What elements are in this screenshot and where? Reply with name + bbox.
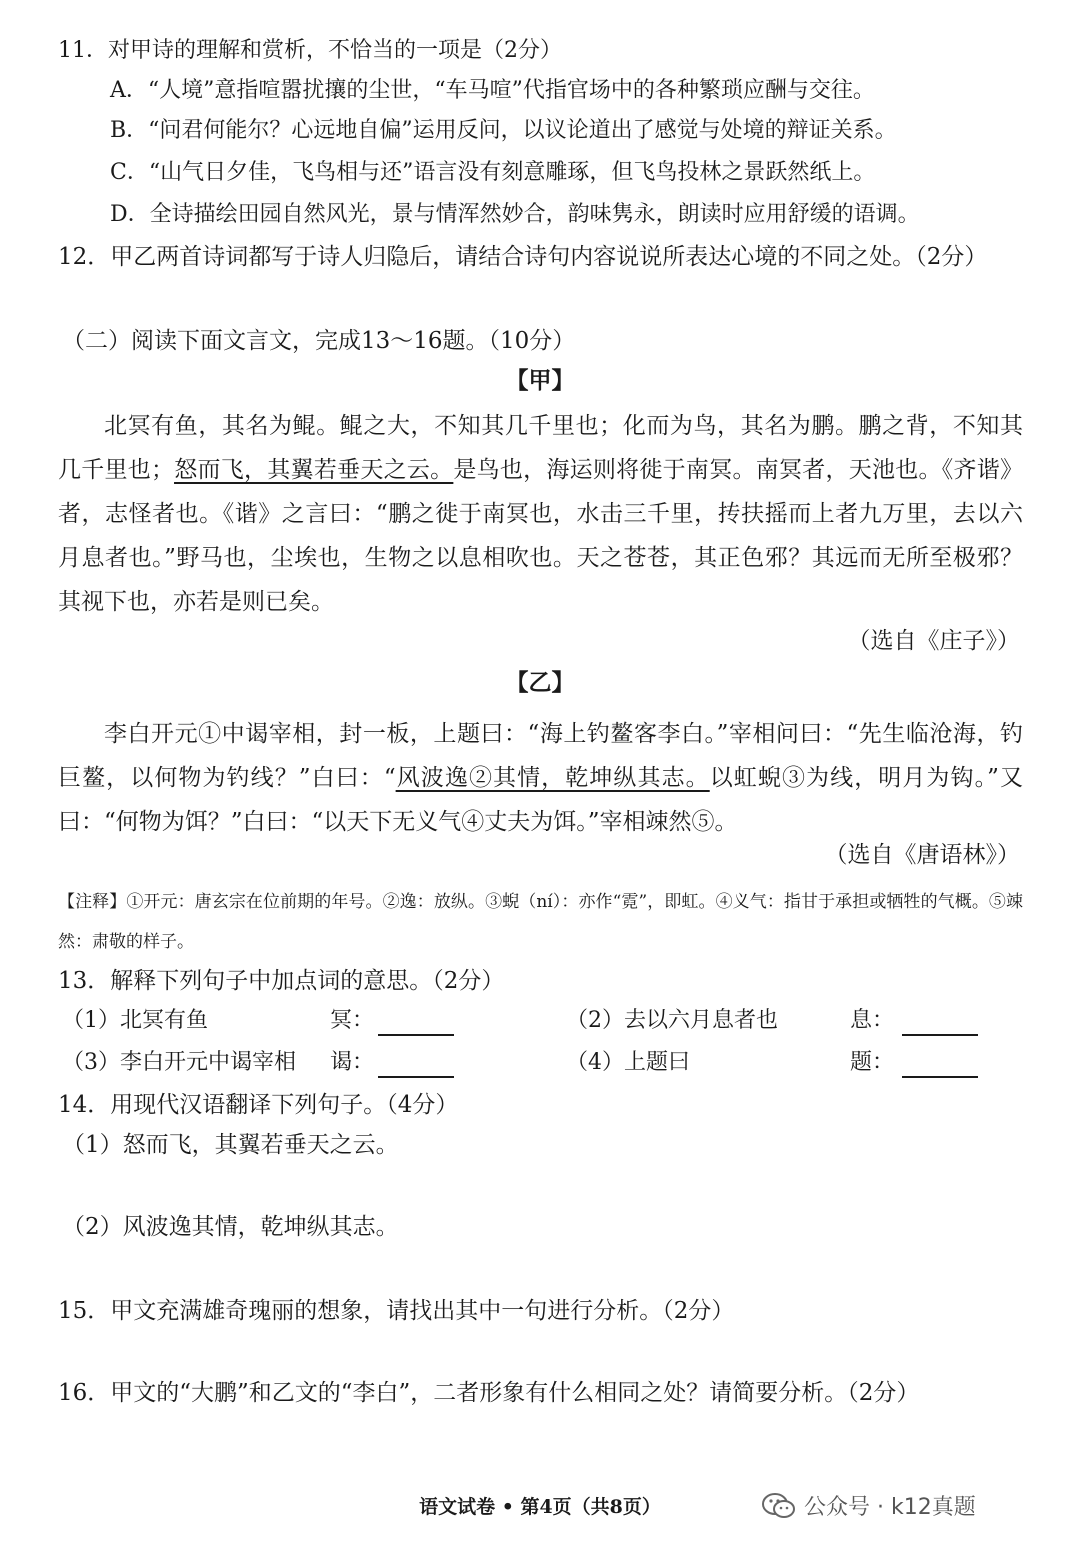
- q15-stem: 15．甲文充满雄奇瑰丽的想象，请找出其中一句进行分析。（2分）: [58, 1298, 735, 1324]
- passage-yi-underlined: 风波逸②其情，乾坤纵其志。: [395, 765, 710, 791]
- q13-item-4: （4）上题曰: [566, 1050, 691, 1075]
- q13-item-3-answer-blank[interactable]: [378, 1076, 454, 1078]
- q13-item-1: （1）北冥有鱼: [62, 1008, 209, 1033]
- q12-stem: 12．甲乙两首诗词都写于诗人归隐后，请结合诗句内容说说所表达心境的不同之处。（2分）: [58, 244, 988, 270]
- page-footer: 语文试卷 • 第4页（共8页）: [419, 1496, 661, 1518]
- passage-jia: [58, 404, 1023, 624]
- passage-yi: [58, 712, 1023, 844]
- passage-yi-source: （选自《唐语林》）: [824, 842, 1020, 868]
- q13-item-2-word: 息：: [850, 1008, 895, 1033]
- q13-item-4-answer-blank[interactable]: [902, 1076, 978, 1078]
- q16-stem: 16．甲文的“大鹏”和乙文的“李白”，二者形象有什么相同之处？请简要分析。（2分）: [58, 1380, 920, 1406]
- section-2-title: （二）阅读下面文言文，完成13～16题。（10分）: [62, 328, 576, 354]
- q11-option-b: B．“问君何能尔？心远地自偏”运用反问，以议论道出了感觉与处境的辩证关系。: [110, 118, 897, 143]
- q13-item-3-word: 谒：: [330, 1050, 375, 1075]
- q11-option-c: C．“山气日夕佳，飞鸟相与还”语言没有刻意雕琢，但飞鸟投林之景跃然纸上。: [110, 160, 876, 185]
- passage-jia-underlined: 怒而飞，其翼若垂天之云。: [174, 457, 454, 483]
- q13-item-4-word: 题：: [850, 1050, 895, 1075]
- q14-stem: 14．用现代汉语翻译下列句子。（4分）: [58, 1092, 459, 1118]
- passage-yi-part1: 李白开元①中谒宰相，封一板，上题曰：“海上钓鳌客李白。”宰相问曰：“先生临沧海，钓巨鳌，以何物为钓线？”白曰：“: [58, 721, 1023, 791]
- passage-jia-part2: 是鸟也，海运则将徙于南冥。南冥者，天池也。《齐谐》者，志怪者也。《谐》之言曰：“鹏之徙于南冥也，水击三千里，抟扶摇而上者九万里，去以六月息者也。”野马也，尘埃也，生物之以息相吹也。天之苍苍，其正色邪？其远而无所至极邪？其视下也，亦若是则已矣。: [58, 457, 1024, 615]
- passage-yi-heading: 【乙】: [505, 669, 575, 696]
- q14-sentence-2: （2）风波逸其情，乾坤纵其志。: [62, 1214, 399, 1240]
- annotation-notes: 【注释】①开元：唐玄宗在位前期的年号。②逸：放纵。③蜺（ní）：亦作“霓”，即虹。④义气：指甘于承担或牺牲的气概。⑤竦然：肃敬的样子。: [58, 892, 1023, 952]
- q13-item-1-answer-blank[interactable]: [378, 1034, 454, 1036]
- q13-item-2: （2）去以六月息者也: [566, 1008, 779, 1033]
- q13-item-3: （3）李白开元中谒宰相: [62, 1050, 297, 1075]
- watermark-text: 公众号 · k12真题: [804, 1495, 976, 1520]
- passage-jia-part1: 北冥有鱼，其名为鲲。鲲之大，不知其几千里也；化而为鸟，其名为鹏。鹏之背，不知其几千里也；: [58, 413, 1023, 483]
- passage-jia-heading: 【甲】: [505, 367, 575, 394]
- q13-item-2-answer-blank[interactable]: [902, 1034, 978, 1036]
- q13-stem: 13．解释下列句子中加点词的意思。（2分）: [58, 968, 505, 994]
- q11-option-d: D．全诗描绘田园自然风光，景与情浑然妙合，韵味隽永，朗读时应用舒缓的语调。: [110, 202, 920, 227]
- q13-item-1-word: 冥：: [330, 1008, 375, 1033]
- wechat-icon: [762, 1492, 796, 1520]
- q11-option-a: A．“人境”意指喧嚣扰攘的尘世，“车马喧”代指官场中的各种繁琐应酬与交往。: [110, 78, 875, 103]
- watermark: [762, 1490, 976, 1521]
- passage-yi-part2: 以虹蜺③为线，明月为钩。”又曰：“何物为饵？”白曰：“以天下无义气④丈夫为饵。”宰相竦然⑤。: [58, 765, 1023, 835]
- q14-sentence-1: （1）怒而飞，其翼若垂天之云。: [62, 1132, 399, 1158]
- q11-stem: 11．对甲诗的理解和赏析，不恰当的一项是（2分）: [58, 38, 562, 63]
- passage-jia-source: （选自《庄子》）: [847, 628, 1020, 654]
